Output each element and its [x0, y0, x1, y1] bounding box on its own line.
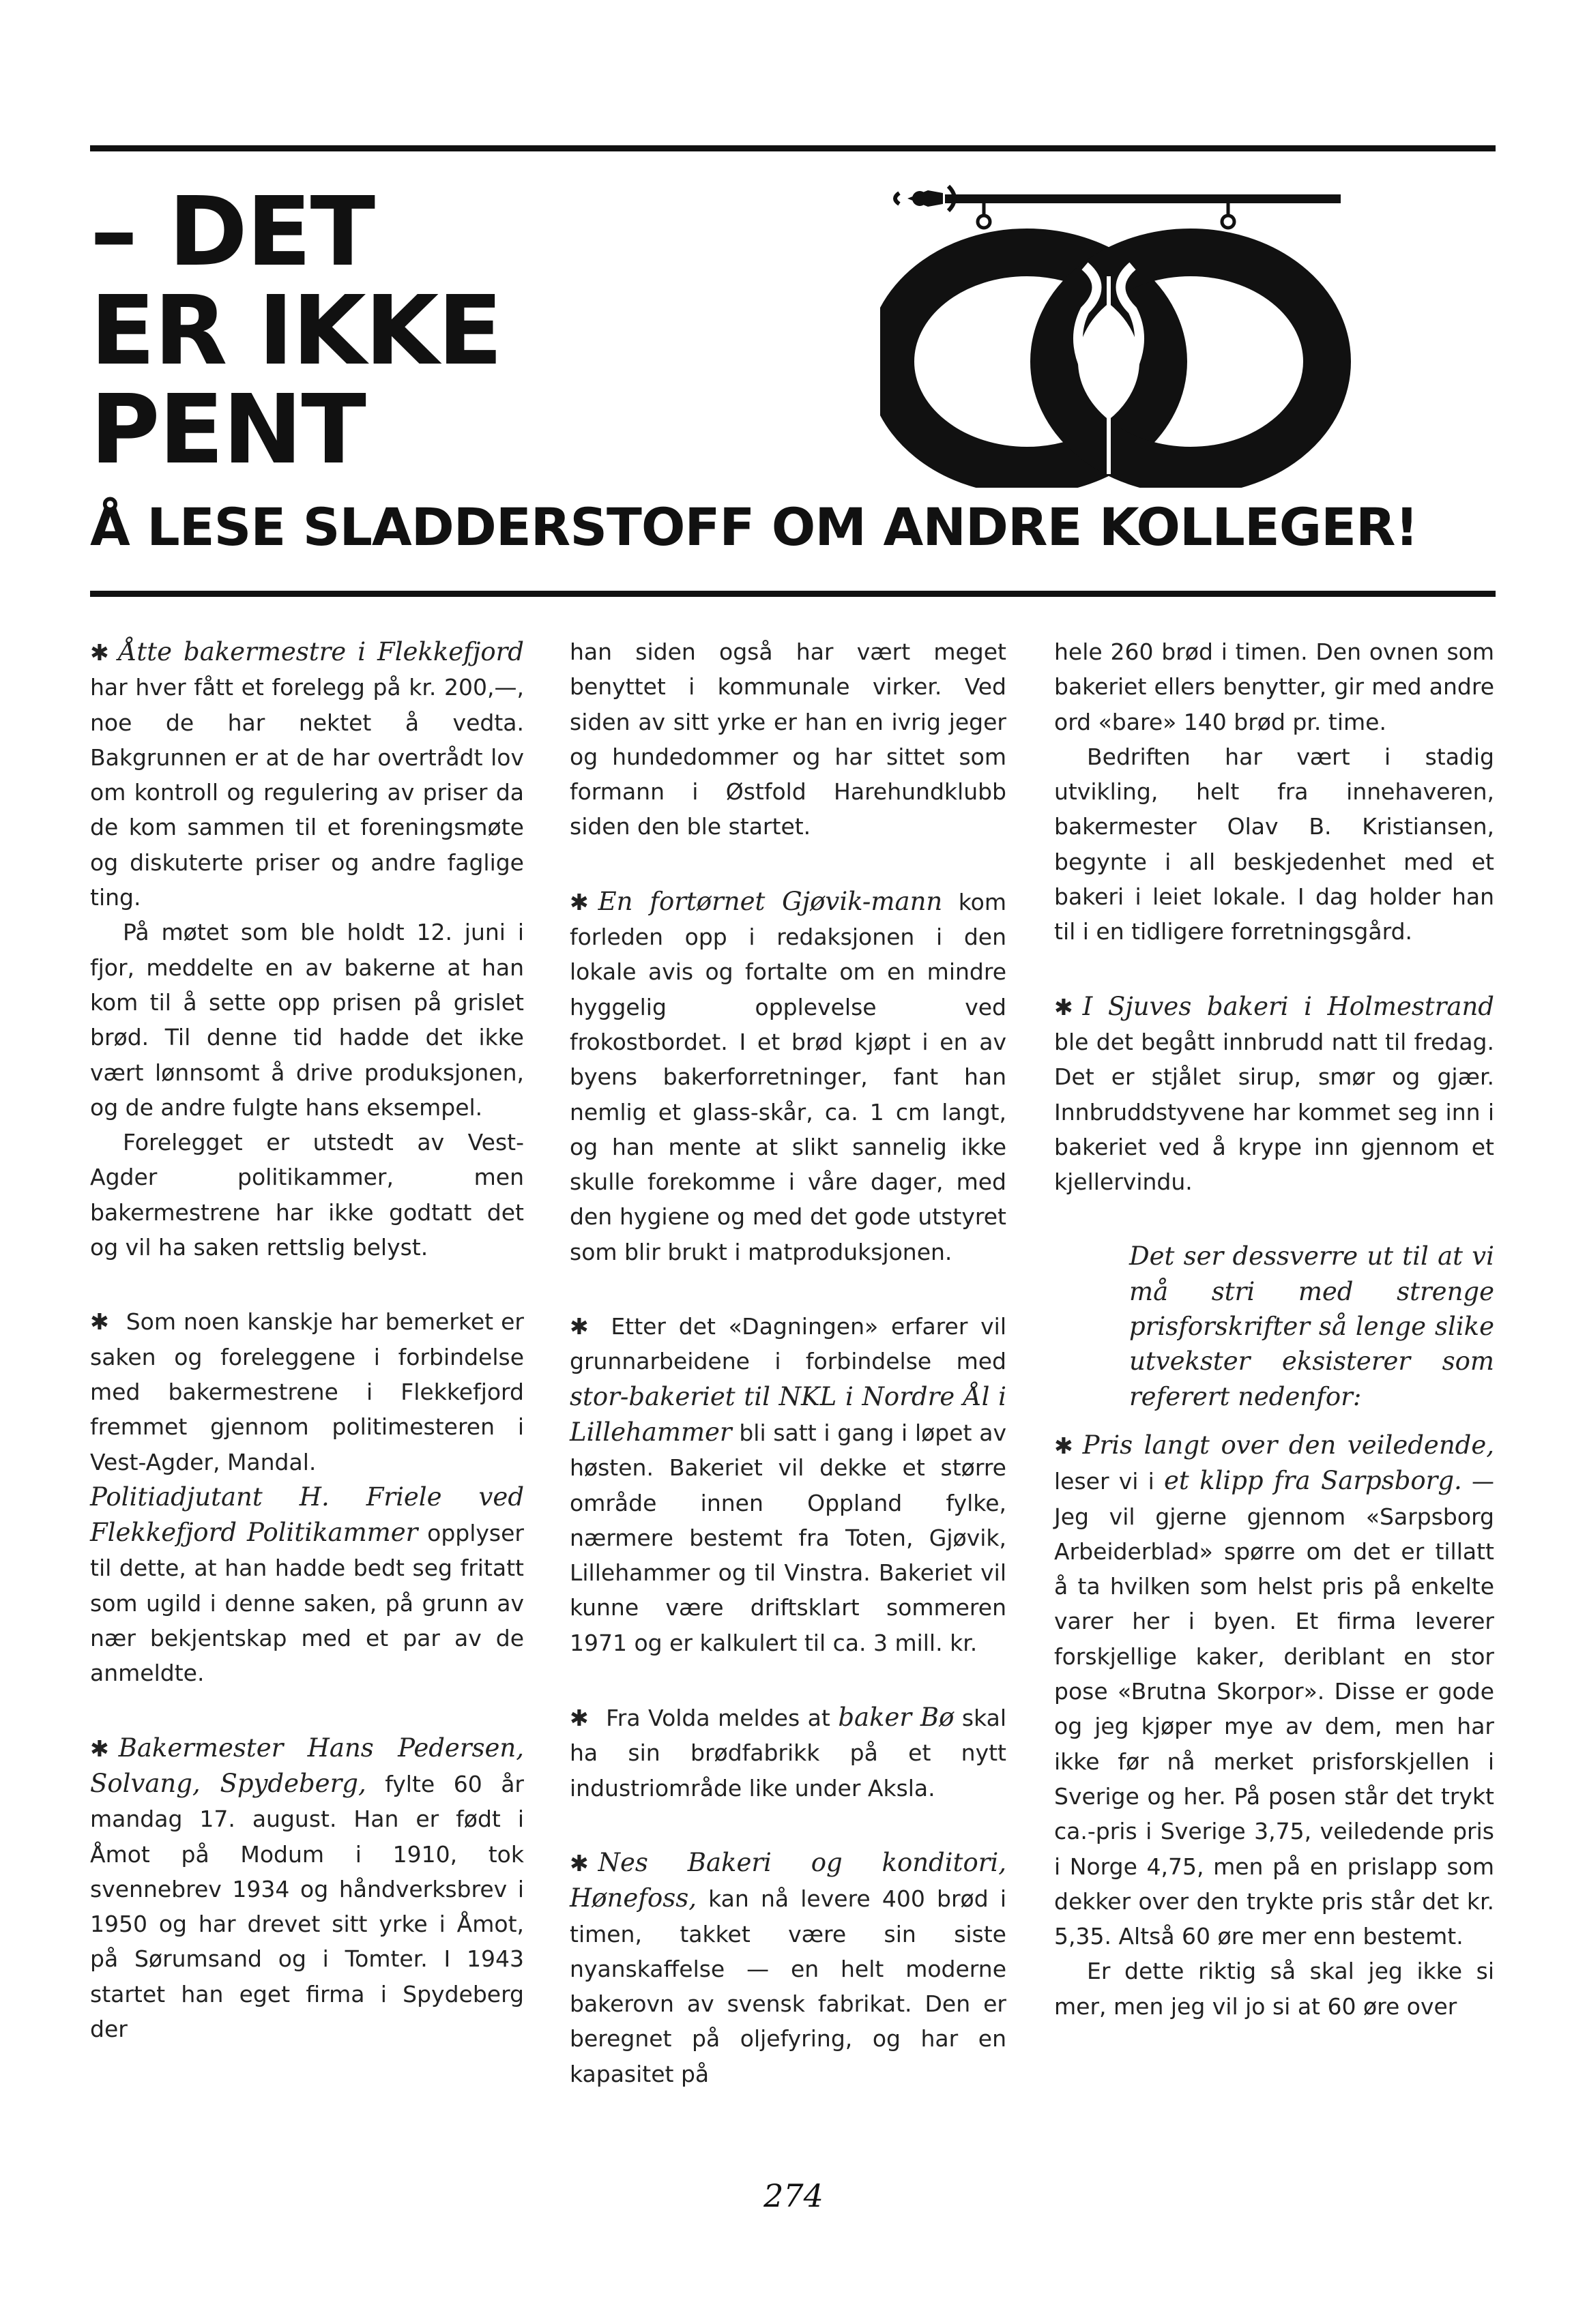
- asterisk-bullet-icon: ✱: [570, 1313, 589, 1340]
- article-column-2: [570, 634, 1006, 2091]
- asterisk-bullet-icon: ✱: [90, 1308, 109, 1336]
- item-sarpsborg: [1054, 1428, 1494, 1954]
- item-lead: En fortørnet Gjøvik-mann: [598, 886, 943, 916]
- item-gjovik-man: [570, 884, 1006, 1269]
- item-lead: Politiadjutant H. Friele ved Flekkefjord Politikammer: [90, 1482, 524, 1548]
- asterisk-bullet-icon: ✱: [570, 888, 589, 915]
- asterisk-bullet-icon: ✱: [1054, 993, 1073, 1020]
- headline-line-1: – DET: [90, 177, 375, 288]
- item-text: har hver fått et forelegg på kr. 200,—, noe de har nektet å vedta. Bakgrunnen er at de har overtrådt lov om kontroll og regulering av priser da de kom sammen til et foreningsmøte og diskuterte priser og andre faglige ting.: [90, 674, 524, 911]
- item-police-note: [90, 1304, 524, 1479]
- paragraph: hele 260 brød i timen. Den ovnen som bakeriet ellers benytter, gir med andre ord «bare» 140 brød pr. time.: [1054, 638, 1494, 735]
- item-nkl-bakery: [570, 1309, 1006, 1660]
- item-holmestrand: [1054, 989, 1494, 1200]
- item-text: skal ha sin brødfabrikk på et nytt industriområde like under Aksla.: [570, 1705, 1006, 1801]
- item-lead: baker Bø: [838, 1703, 955, 1733]
- item-lead: Pris langt over den veiledende,: [1082, 1430, 1494, 1460]
- editorial-comment: Det ser dessverre ut til at vi må stri med strenge prisforskrifter så lenge slike utvekster eksisterer som referert nedenfor:: [1129, 1241, 1494, 1411]
- paragraph: han siden også har vært meget benyttet i kommunale virker. Ved siden av sitt yrke er han en ivrig jeger og hundedommer og har sittet som formann i Østfold Harehundklubb siden den ble startet.: [570, 638, 1006, 840]
- item-lead: Nes Bakeri og konditori, Hønefoss,: [570, 1847, 1006, 1913]
- asterisk-bullet-icon: ✱: [1054, 1432, 1073, 1459]
- item-text: leser vi i: [1054, 1468, 1164, 1495]
- item-text: ble det begått innbrudd natt til fredag. Det er stjålet sirup, smør og gjær. Innbruddstyvene har kommet seg inn i bakeriet ved å krype inn gjennom et kjellervindu.: [1054, 1028, 1494, 1196]
- item-lead: stor-bakeriet til NKL i Nordre Ål i Lillehammer: [570, 1381, 1006, 1447]
- pretzel-bakery-sign-icon: [880, 174, 1358, 488]
- item-lead: Bakermester Hans Pedersen, Solvang, Spydeberg,: [90, 1733, 524, 1798]
- paragraph: Bedriften har vært i stadig utvikling, helt fra innehaveren, bakermester Olav B. Kristiansen, begynte i all beskjedenhet med et bakeri i leiet lokale. I dag holder han til i en tidligere forretningsgård.: [1054, 743, 1494, 945]
- item-text: Som noen kanskje har bemerket er saken og foreleggene i forbindelse med bakermestrene i Flekkefjord fremmet gjennom politimesteren i Vest-Agder, Mandal.: [90, 1308, 524, 1475]
- item-nes-bakeri: [570, 1845, 1006, 2091]
- article-column-3: [1054, 634, 1494, 2024]
- item-volda: [570, 1700, 1006, 1806]
- item-text: bli satt i gang i løpet av høsten. Bakeriet vil dekke et større område innen Oppland fylke, nærmere bestemt fra Toten, Gjøvik, Lillehammer og til Vinstra. Bakeriet vil kunne være driftsklart sommeren 1971 og er kalkulert til ca. 3 mill. kr.: [570, 1419, 1006, 1656]
- header-bottom-rule: [90, 591, 1496, 597]
- paragraph: På møtet som ble holdt 12. juni i fjor, meddelte en av bakerne at han kom til å sette opp prisen på grislet brød. Til denne tid hadde det ikke vært lønnsomt å drive produksjonen, og de andre fulgte hans eksempel.: [90, 919, 524, 1121]
- asterisk-bullet-icon: ✱: [90, 639, 109, 666]
- asterisk-bullet-icon: ✱: [90, 1735, 109, 1762]
- item-text: Fra Volda meldes at: [598, 1705, 839, 1732]
- paragraph: Er dette riktig så skal jeg ikke si mer, men jeg vil jo si at 60 øre over: [1054, 1958, 1494, 2020]
- item-source: et klipp fra Sarpsborg.: [1163, 1466, 1462, 1496]
- page-number: 274: [763, 2177, 824, 2214]
- headline-line-3: PENT: [90, 374, 365, 486]
- item-hans-pedersen: [90, 1731, 524, 2047]
- item-text: Etter det «Dagningen» erfarer vil grunnarbeidene i forbindelse med: [570, 1313, 1006, 1375]
- item-text: — Jeg vil gjerne gjennom «Sarpsborg Arbeiderblad» spørre om det er tillatt å ta hvilken som helst pris på enkelte varer her i byen. Et firma leverer forskjellige kaker, deriblant en stor pose «Brutna Skorpor». Disse er gode og jeg kjøper mye av dem, men har ikke før nå merket prisforskjellen i Sverige og her. På posen står det trykt ca.-pris i Sverige 3,75, veiledende pris i Norge 4,75, men på en prislapp som dekker over den trykte pris står det kr. 5,35. Altså 60 øre mer enn bestemt.: [1054, 1468, 1494, 1950]
- item-lead: I Sjuves bakeri i Holmestrand: [1082, 991, 1494, 1021]
- article-column-1: [90, 634, 524, 2046]
- item-text: kan nå levere 400 brød i timen, takket være sin siste nyanskaffelse — en helt moderne bakerovn av svensk fabrikat. Den er beregnet på oljefyring, og har en kapasitet på: [570, 1885, 1006, 2087]
- paragraph: [90, 1480, 524, 1691]
- top-rule: [90, 145, 1496, 151]
- item-flekkefjord-bakers: [90, 634, 524, 915]
- asterisk-bullet-icon: ✱: [570, 1705, 589, 1732]
- item-text: kom forleden opp i redaksjonen i den lokale avis og fortalte om en mindre hyggelig opplevelse ved frokostbordet. I et brød kjøpt i en av byens bakerforretninger, fant han nemlig et glass-skår, ca. 1 cm langt, og han mente at slikt sannelig ikke skulle forekomme i våre dager, med den hygiene og med det gode utstyret som blir brukt i matproduksjonen.: [570, 888, 1006, 1265]
- headline-line-2: ER IKKE: [90, 276, 501, 387]
- paragraph: Forelegget er utstedt av Vest-Agder politikammer, men bakermestrene har ikke godtatt det og vil ha saken rettslig belyst.: [90, 1129, 524, 1261]
- item-text: fylte 60 år mandag 17. august. Han er født i Åmot på Modum i 1910, tok svennebrev 1934 og håndverksbrev i 1950 og har drevet sitt yrke i Åmot, på Sørumsand og i Tomter. I 1943 startet han eget firma i Spydeberg der: [90, 1770, 525, 2042]
- asterisk-bullet-icon: ✱: [570, 1849, 589, 1877]
- item-lead: Åtte bakermestre i Flekkefjord: [118, 637, 524, 666]
- subheadline: Å LESE SLADDERSTOFF OM ANDRE KOLLEGER!: [90, 497, 1418, 557]
- item-text: opplyser til dette, at han hadde bedt seg fritatt som ugild i denne saken, på grunn av nær bekjentskap med et par av de anmeldte.: [90, 1520, 524, 1687]
